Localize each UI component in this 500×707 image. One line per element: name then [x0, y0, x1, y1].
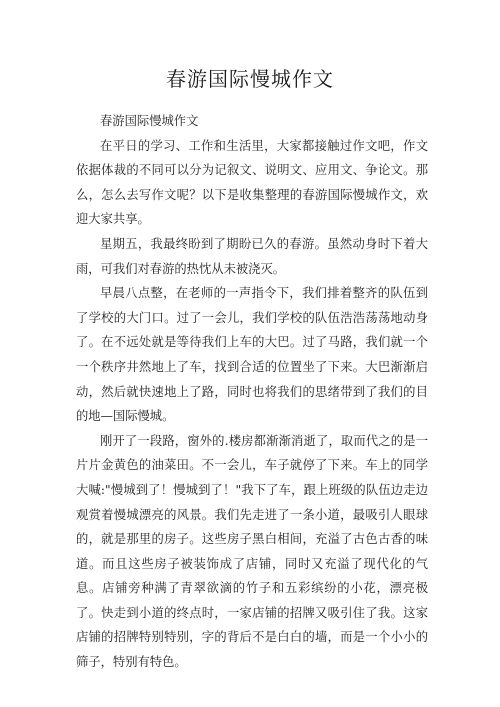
paragraph-arrival: 刚开了一段路，窗外的.楼房都渐渐消逝了，取而代之的是一片片金黄色的油菜田。不一会儿，车子就停了下来。车上的同学大喊:"慢城到了！慢城到了！"我下了车，跟上班级的队伍边走边观赏着慢城漂亮的风景。我们先走进了一条小道，最吸引人眼球的，就是那里的房子。这些房子黑白相间，充溢了古色古香的味道。而且这些房子被装饰成了店铺，同时又充溢了现代化的气息。店铺旁种满了青翠欲滴的竹子和五彩缤纷的小花，漂亮极了。快走到小道的终点时，一家店铺的招牌又吸引住了我。这家店铺的招牌特别特别，字的背后不是白白的墙，而是一个小小的筛子，特别有特色。 [76, 433, 428, 670]
paragraph-morning: 早晨八点整，在老师的一声指令下，我们排着整齐的队伍到了学校的大门口。过了一会儿，我们学校的队伍浩浩荡荡地动身了。在不远处就是等待我们上车的大巴。过了马路，我们就一个一个秩序井然地上了车，找到合适的位置坐了下来。大巴渐渐启动，然后就快速地上了路，同时也将我们的思绪带到了我们的目的地—国际慢城。 [76, 286, 428, 424]
paragraph-friday: 星期五，我最终盼到了期盼已久的春游。虽然动身时下着大雨，可我们对春游的热忱从未被浇灭。 [76, 236, 428, 276]
document-body [76, 109, 428, 675]
paragraph-intro: 在平日的学习、工作和生活里，大家都接触过作文吧，作文依据体裁的不同可以分为记叙文、说明文、应用文、争论文。那么，怎么去写作文呢？以下是收集整理的春游国际慢城作文，欢迎大家共享。 [76, 138, 428, 227]
document-title: 春游国际慢城作文 [166, 67, 334, 91]
paragraph-subtitle: 春游国际慢城作文 [100, 114, 199, 128]
